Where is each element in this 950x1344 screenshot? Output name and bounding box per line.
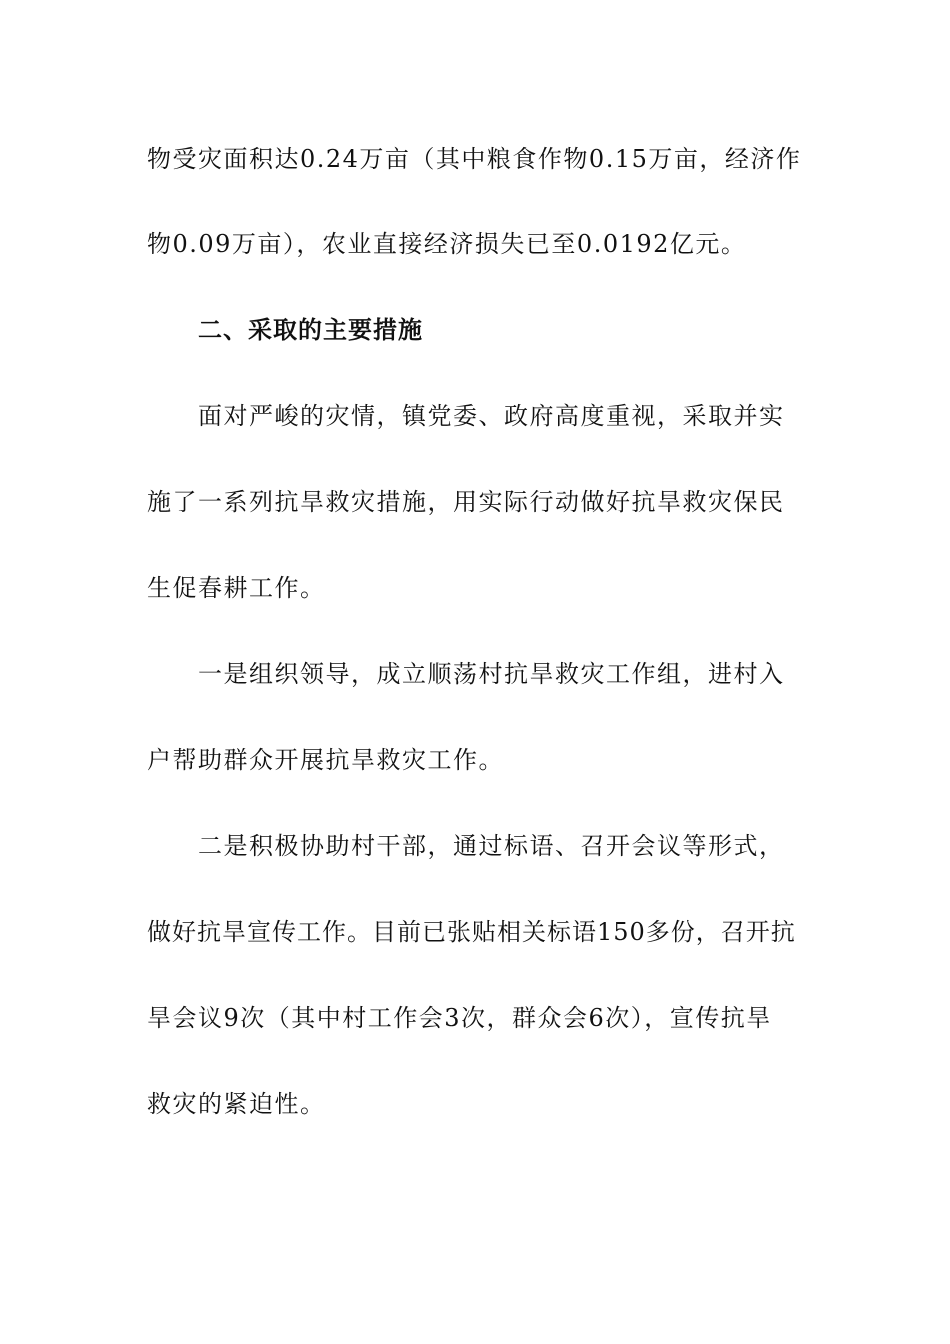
paragraph-4-line-1: 二是积极协助村干部，通过标语、召开会议等形式， bbox=[198, 832, 785, 860]
paragraph-3-line-1: 一是组织领导，成立顺荡村抗旱救灾工作组，进村入 bbox=[198, 660, 785, 688]
paragraph-1-line-2: 物0.09万亩），农业直接经济损失已至0.0192亿元。 bbox=[147, 230, 747, 258]
paragraph-2-line-3: 生促春耕工作。 bbox=[147, 574, 326, 602]
paragraph-4-line-3: 旱会议9次（其中村工作会3次，群众会6次），宣传抗旱 bbox=[147, 1004, 772, 1032]
paragraph-4-line-4: 救灾的紧迫性。 bbox=[147, 1090, 326, 1118]
section-heading: 二、采取的主要措施 bbox=[198, 316, 423, 344]
paragraph-2-line-1: 面对严峻的灾情，镇党委、政府高度重视，采取并实 bbox=[198, 402, 785, 430]
paragraph-2-line-2: 施了一系列抗旱救灾措施，用实际行动做好抗旱救灾保民 bbox=[147, 488, 785, 516]
paragraph-3-line-2: 户帮助群众开展抗旱救灾工作。 bbox=[147, 746, 504, 774]
paragraph-1-line-1: 物受灾面积达0.24万亩（其中粮食作物0.15万亩，经济作 bbox=[147, 145, 802, 173]
paragraph-4-line-2: 做好抗旱宣传工作。目前已张贴相关标语150多份，召开抗 bbox=[147, 918, 796, 946]
